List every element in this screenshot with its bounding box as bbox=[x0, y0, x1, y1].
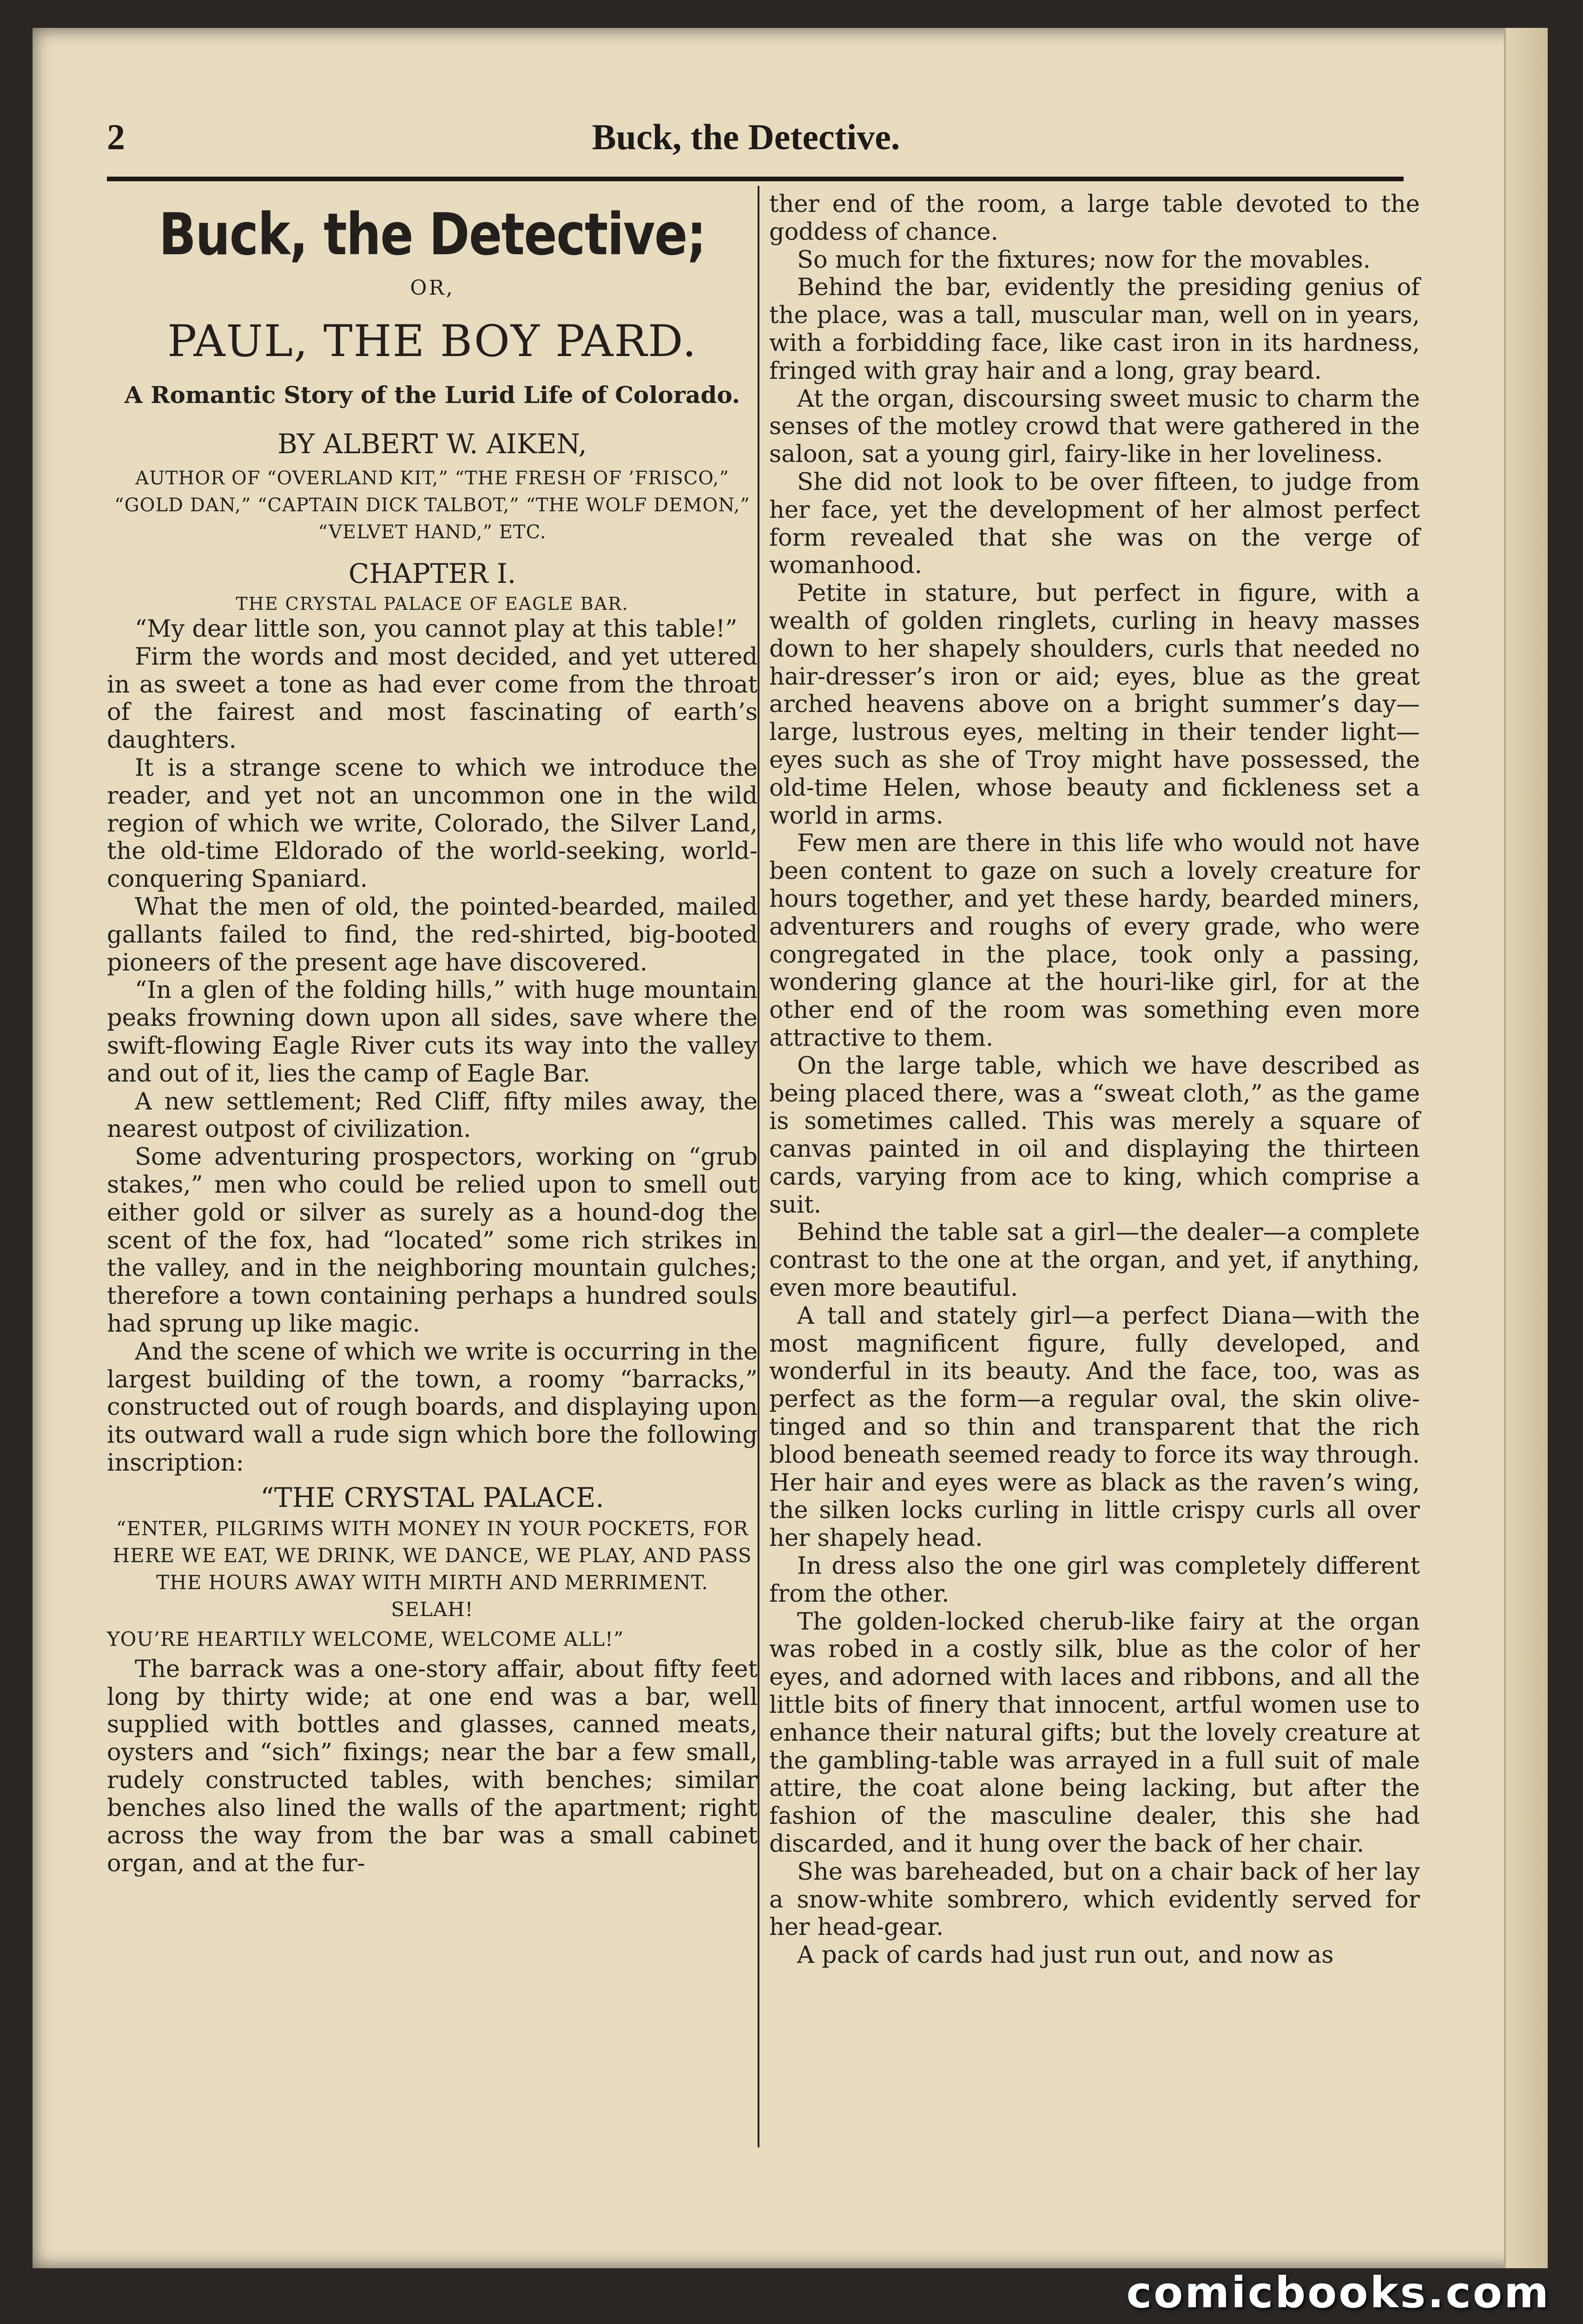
paragraph: Behind the table sat a girl—the dealer—a complete contrast to the one at the organ, and yet, if anything, even more beautiful. bbox=[769, 1219, 1420, 1302]
paragraph: On the large table, which we have described as being placed there, was a “sweat cloth,” as the game is sometimes called. This was merely a square of canvas painted in oil and displaying the thirteen cards, varying from ace to king, which comprise a suit. bbox=[769, 1052, 1420, 1219]
left-paragraphs-b bbox=[107, 1656, 758, 1878]
paragraph: And the scene of which we write is occurring in the largest building of the town, a roomy “barracks,” constructed out of rough boards, and displaying upon its outward wall a rude sign which bore the following inscription: bbox=[107, 1338, 758, 1477]
story-tagline: A Romantic Story of the Lurid Life of Colorado. bbox=[124, 381, 740, 409]
paragraph: Petite in stature, but perfect in figure, with a wealth of golden ringlets, curling in heavy masses down to her shapely shoulders, curls that needed no hair-dresser’s iron or aid; eyes, blue as the great arched heavens above on a bright summer’s day—large, lustrous eyes, melting in their tender light—eyes such as she of Troy might have possessed, the old-time Helen, whose beauty and fickleness set a world in arms. bbox=[769, 580, 1420, 830]
paragraph: A pack of cards had just run out, and now as bbox=[797, 1941, 1334, 1969]
chapter-title: THE CRYSTAL PALACE OF EAGLE BAR. bbox=[236, 594, 629, 614]
sign-body: “ENTER, PILGRIMS WITH MONEY IN YOUR POCKETS, FOR HERE WE EAT, WE DRINK, WE DANCE, WE PLAY, AND PASS THE HOURS AWAY WITH MIRTH AND MERRIMENT. bbox=[112, 1517, 752, 1594]
page-number: 2 bbox=[107, 117, 125, 157]
paragraph: At the organ, discoursing sweet music to charm the senses of the motley crowd that were gathered in the saloon, sat a young girl, fairy-like in her loveliness. bbox=[769, 385, 1420, 469]
right-column bbox=[769, 191, 1420, 1969]
paragraph: She did not look to be over fifteen, to judge from her face, yet the development of her almost perfect form revealed that she was on the verge of womanhood. bbox=[769, 468, 1420, 580]
story-title: Buck, the Detective; bbox=[158, 201, 706, 268]
sign-title: “THE CRYSTAL PALACE. bbox=[260, 1481, 604, 1513]
running-title: Buck, the Detective. bbox=[592, 117, 900, 157]
paragraph: What the men of old, the pointed-bearded, mailed gallants failed to find, the red-shirted, big-booted pioneers of the present age have discovered. bbox=[107, 893, 758, 977]
left-paragraphs-a bbox=[107, 615, 758, 1477]
paragraph: So much for the fixtures; now for the movables. bbox=[797, 246, 1371, 274]
paragraph: It is a strange scene to which we introduce the reader, and yet not an uncommon one in the wild region of which we write, Colorado, the Silver Land, the old-time Eldorado of the world-seeking, world-conquering Spaniard. bbox=[107, 754, 758, 893]
title-or: OR, bbox=[410, 276, 455, 300]
running-header bbox=[74, 116, 1418, 177]
sign-welcome: YOU’RE HEARTILY WELCOME, WELCOME ALL!” bbox=[107, 1627, 624, 1651]
left-column bbox=[107, 191, 758, 1878]
paragraph: “My dear little son, you cannot play at this table!” bbox=[135, 615, 738, 643]
author-line: BY ALBERT W. AIKEN, bbox=[277, 428, 587, 460]
watermark: comicbooks.com bbox=[1126, 2268, 1550, 2317]
paragraph: She was bareheaded, but on a chair back of her lay a snow-white sombrero, which evidently served for her head-gear. bbox=[769, 1858, 1420, 1941]
paragraph: A new settlement; Red Cliff, fifty miles away, the nearest outpost of civilization. bbox=[107, 1088, 758, 1143]
paragraph: The golden-locked cherub-like fairy at the organ was robed in a costly silk, blue as the color of her eyes, and adorned with laces and ribbons, and all the little bits of finery that innocent, artful women use to enhance their natural gifts; but the lovely creature at the gambling-table was arrayed in a full suit of male attire, the coat alone being lacking, but after the fashion of the masculine dealer, this she had discarded, and it hung over the back of her chair. bbox=[769, 1608, 1420, 1858]
chapter-heading: CHAPTER I. bbox=[348, 558, 516, 589]
next-page-edge bbox=[1504, 28, 1548, 2268]
paragraph: In dress also the one girl was completely different from the other. bbox=[769, 1552, 1420, 1608]
sign-selah: SELAH! bbox=[391, 1598, 474, 1621]
story-subtitle: PAUL, THE BOY PARD. bbox=[167, 316, 698, 367]
continued-paragraph: ther end of the room, a large table devoted to the goddess of chance. bbox=[769, 191, 1420, 246]
paragraph: The barrack was a one-story affair, about fifty feet long by thirty wide; at one end was a bar, well supplied with bottles and glasses, canned meats, oysters and “sich” fixings; near the bar a few small, rudely constructed tables, with benches; similar benches also lined the walls of the apartment; right across the way from the bar was a small cabinet organ, and at the fur- bbox=[107, 1655, 758, 1878]
column-divider bbox=[758, 186, 759, 2147]
paragraph: Few men are there in this life who would not have been content to gaze on such a lovely creature for hours together, and yet these hardy, bearded miners, adventurers and roughs of every grade, who were congregated in the place, took only a passing, wondering glance at the houri-like girl, for at the other end of the room was something even more attractive to them. bbox=[769, 830, 1420, 1052]
header-rule bbox=[107, 177, 1404, 181]
author-credits: AUTHOR OF “OVERLAND KIT,” “THE FRESH OF ’FRISCO,” “GOLD DAN,” “CAPTAIN DICK TALBOT,” “THE WOLF DEMON,” “VELVET HAND,” ETC. bbox=[114, 468, 750, 543]
paragraph: A tall and stately girl—a perfect Diana—with the most magnificent figure, fully developed, and wonderful in its beauty. And the face, too, was as perfect as the form—a regular oval, the skin olive-tinged and so thin and transparent that the rich blood beneath seemed ready to force its way through. Her hair and eyes were as black as the raven’s wing, the silken locks curling in little crispy curls all over her shapely head. bbox=[769, 1302, 1420, 1552]
paragraph: “In a glen of the folding hills,” with huge mountain peaks frowning down upon all sides, save where the swift-flowing Eagle River cuts its way into the valley and out of it, lies the camp of Eagle Bar. bbox=[107, 977, 758, 1088]
paragraph: Behind the bar, evidently the presiding genius of the place, was a tall, muscular man, well on in years, with a forbidding face, like cast iron in its hardness, fringed with gray hair and a long, gray beard. bbox=[769, 274, 1420, 385]
paragraph: Some adventuring prospectors, working on “grub stakes,” men who could be relied upon to smell out either gold or silver as surely as a hound-dog the scent of the fox, had “located” some rich strikes in the valley, and in the neighboring mountain gulches; therefore a town containing perhaps a hundred souls had sprung up like magic. bbox=[107, 1143, 758, 1338]
paragraph: Firm the words and most decided, and yet uttered in as sweet a tone as had ever come from the throat of the fairest and most fascinating of earth’s daughters. bbox=[107, 643, 758, 754]
right-paragraphs bbox=[769, 246, 1420, 1969]
